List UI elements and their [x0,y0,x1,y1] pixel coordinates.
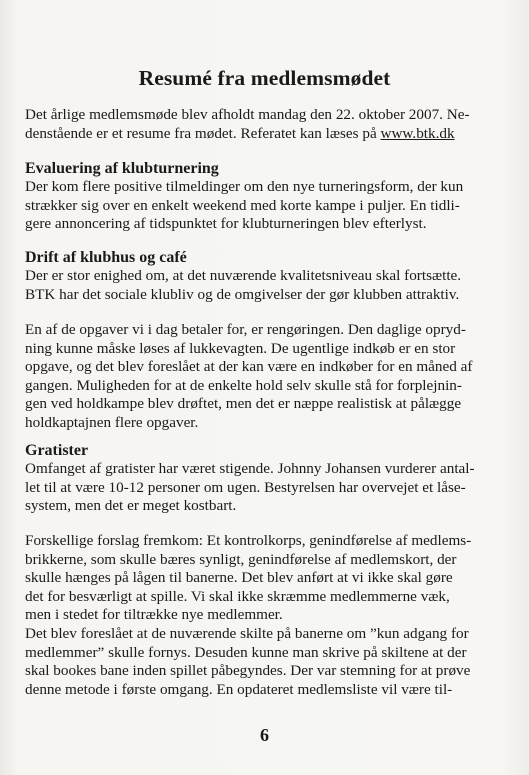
text-line: Forskellige forslag fremkom: Et kontrolkorps, genindførelse af medlems- [25,532,472,549]
text-line: ning kunne måske løses af lukkevagten. De ugentlige indkøb er en stor [25,339,456,357]
drift-paragraph [25,267,499,304]
text-line: gangen. Muligheden for at de enkelte hold selv skulle stå for forplejnin- [25,376,462,394]
website-link[interactable]: www.btk.dk [380,124,455,142]
text-line: men i stedet for tiltrække nye medlemmer. [25,606,283,624]
text-line: BTK har det sociale klubliv og de omgivelser der gør klubben attraktiv. [25,285,460,303]
gratister-paragraph-3 [25,625,499,699]
text-line: strækker sig over en enkelt weekend med korte kampe i puljer. En tidli- [25,196,460,214]
text-line: skal bookes bane inden spillet påbegyndes. Der var stemning for at prøve [25,662,471,680]
section-heading-gratister: Gratister [25,442,89,459]
text-line: opgave, og det blev foreslået at der kan være en indkøber for en måned af [25,358,473,376]
text-line: En af de opgaver vi i dag betaler for, er rengøringen. Den daglige opryd- [25,321,466,338]
text-line: gere annoncering af tidspunktet for klubturneringen blev efterlyst. [25,215,427,233]
page-title: Resumé fra medlemsmødet [138,66,391,90]
text-line: det for besværligt at spille. Vi skal ikke skræmme medlemmerne væk, [25,587,450,605]
intro-text: denstående er et resume fra mødet. Referatet kan læses på [25,124,381,142]
text-line: skulle hænges på lågen til banerne. Det blev anført at vi ikke skal gøre [25,569,453,587]
text-line: medlemmer” skulle fornys. Desuden kunne man skrive på skiltene at der [25,643,467,661]
intro-paragraph [25,106,499,143]
text-line: system, men det er meget kostbart. [25,497,237,515]
intro-line [25,125,499,144]
text-line: denne metode i første omgang. En opdateret medlemsliste vil være til- [25,680,453,698]
text-line: brikkerne, som skulle bæres synligt, genindførelse af medlemskort, der [25,550,457,568]
page-number: 6 [260,725,269,745]
gratister-paragraph-2 [25,532,499,625]
section-heading-evaluering: Evaluering af klubturnering [25,160,219,177]
text-line: Der kom flere positive tilmeldinger om den nye turneringsform, der kun [25,178,464,195]
text-line: holdkaptajnen flere opgaver. [25,413,199,431]
text-line: Det blev foreslået at de nuværende skilte på banerne om ”kun adgang for [25,625,469,642]
gratister-paragraph [25,460,499,516]
evaluering-paragraph [25,178,499,234]
text-line: Omfanget af gratister har været stigende. Johnny Johansen vurderer antal- [25,460,475,477]
text-line: let til at være 10-12 personer om ugen. Bestyrelsen har overvejet et låse- [25,478,466,496]
intro-line: Det årlige medlemsmøde blev afholdt mandag den 22. oktober 2007. Ne- [25,106,470,123]
text-line: gen ved holdkampe blev drøftet, men det er næppe realistisk at pålægge [25,395,462,413]
section-heading-drift: Drift af klubhus og café [25,249,187,266]
text-line: Der er stor enighed om, at det nuværende kvalitetsniveau skal fortsætte. [25,267,462,284]
drift-paragraph-2 [25,321,499,433]
